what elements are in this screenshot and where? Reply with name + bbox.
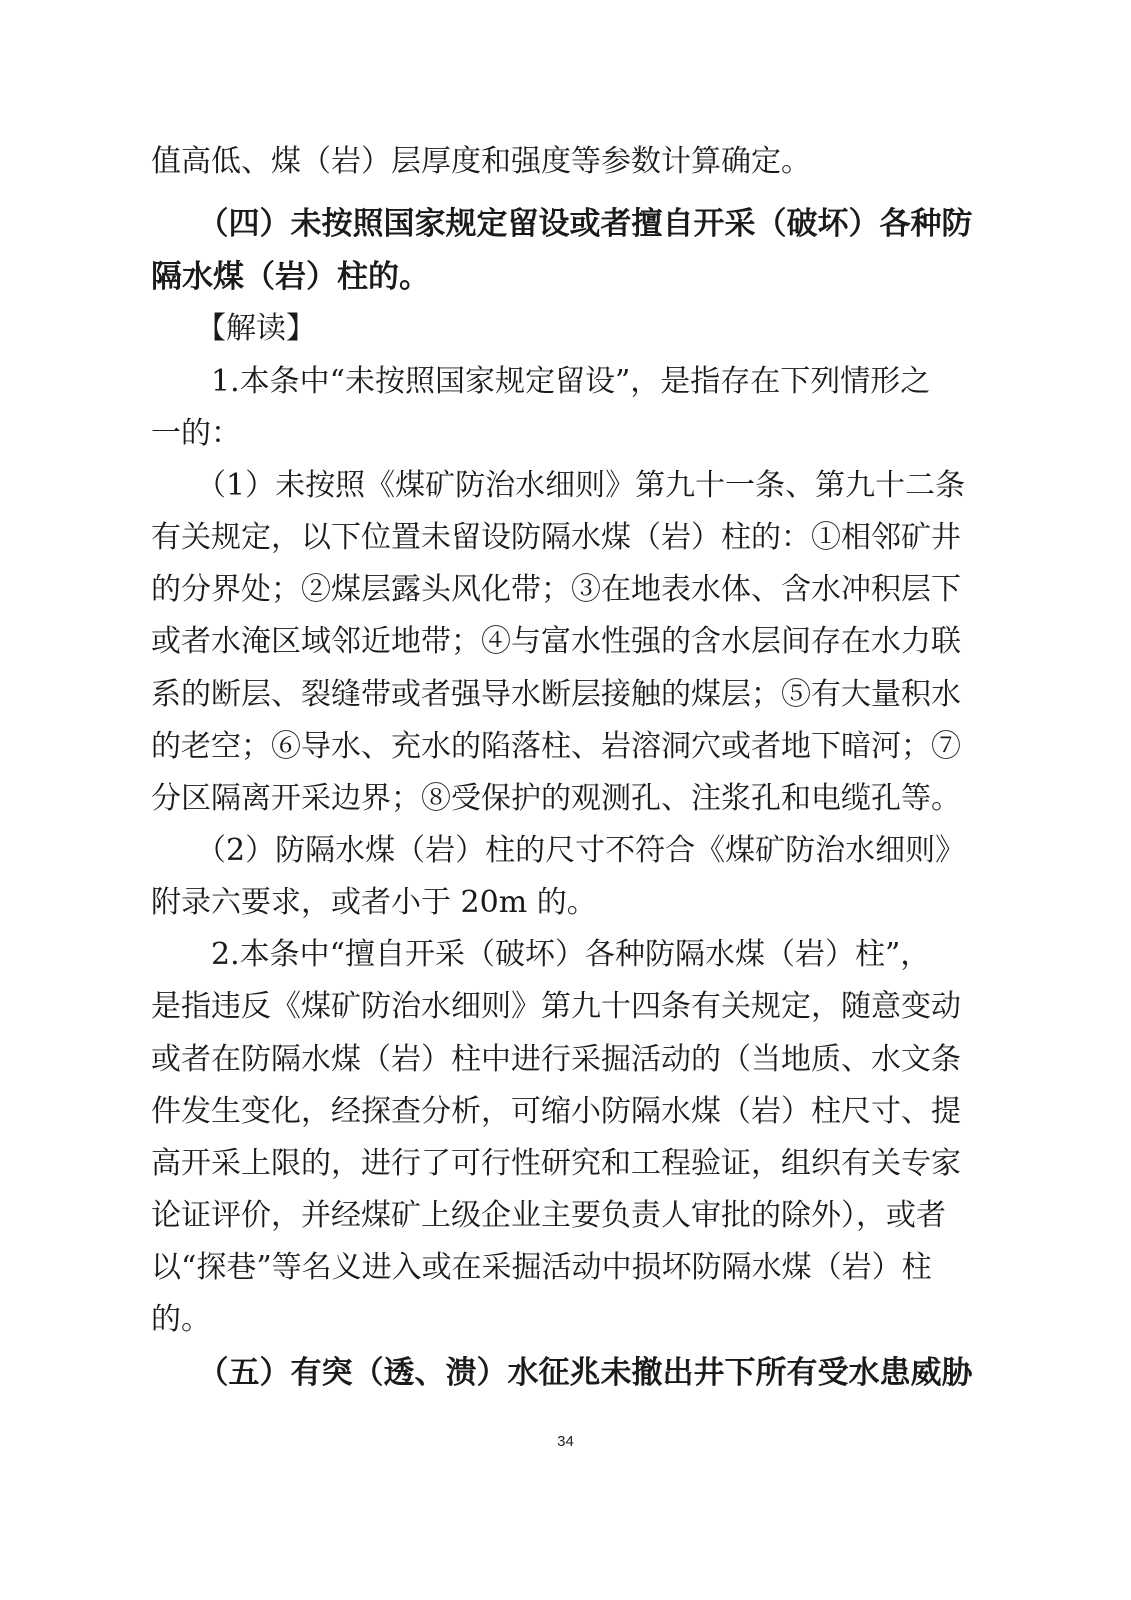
- section-heading-line: （四）未按照国家规定留设或者擅自开采（破坏）各种防: [151, 206, 973, 242]
- text-line: 件发生变化，经探查分析，可缩小防隔水煤（岩）柱尺寸、提: [151, 1094, 961, 1129]
- text-line: 分区隔离开采边界；⑧受保护的观测孔、注浆孔和电缆孔等。: [151, 781, 961, 816]
- text-line: （2）防隔水煤（岩）柱的尺寸不符合《煤矿防治水细则》: [151, 833, 966, 868]
- section-heading-line: （五）有突（透、溃）水征兆未撤出井下所有受水患威胁: [151, 1355, 973, 1391]
- page-number: 34: [557, 1433, 574, 1450]
- text-line: 值高低、煤（岩）层厚度和强度等参数计算确定。: [151, 144, 811, 179]
- text-line: 以“探巷”等名义进入或在采掘活动中损坏防隔水煤（岩）柱: [151, 1250, 932, 1285]
- text-line: 一的：: [151, 416, 241, 451]
- text-line: 2.本条中“擅自开采（破坏）各种防隔水煤（岩）柱”，: [151, 937, 931, 972]
- text-line: 高开采上限的，进行了可行性研究和工程验证，组织有关专家: [151, 1146, 961, 1181]
- text-line: 或者在防隔水煤（岩）柱中进行采掘活动的（当地质、水文条: [151, 1042, 961, 1077]
- text-line: 系的断层、裂缝带或者强导水断层接触的煤层；⑤有大量积水: [151, 677, 961, 712]
- section-heading-line: 隔水煤（岩）柱的。: [151, 259, 430, 295]
- text-line: 附录六要求，或者小于 20m 的。: [151, 885, 597, 920]
- text-line: 或者水淹区域邻近地带；④与富水性强的含水层间存在水力联: [151, 624, 961, 659]
- text-line: 的老空；⑥导水、充水的陷落柱、岩溶洞穴或者地下暗河；⑦: [151, 729, 961, 764]
- interpretation-label: 【解读】: [151, 311, 316, 346]
- text-line: 是指违反《煤矿防治水细则》第九十四条有关规定，随意变动: [151, 989, 961, 1024]
- text-line: （1）未按照《煤矿防治水细则》第九十一条、第九十二条: [151, 468, 966, 503]
- text-line: 的。: [151, 1302, 211, 1337]
- text-line: 论证评价，并经煤矿上级企业主要负责人审批的除外），或者: [151, 1198, 946, 1233]
- text-line: 有关规定，以下位置未留设防隔水煤（岩）柱的：①相邻矿井: [151, 520, 961, 555]
- text-line: 的分界处；②煤层露头风化带；③在地表水体、含水冲积层下: [151, 572, 961, 607]
- text-line: 1.本条中“未按照国家规定留设”，是指存在下列情形之: [151, 364, 931, 399]
